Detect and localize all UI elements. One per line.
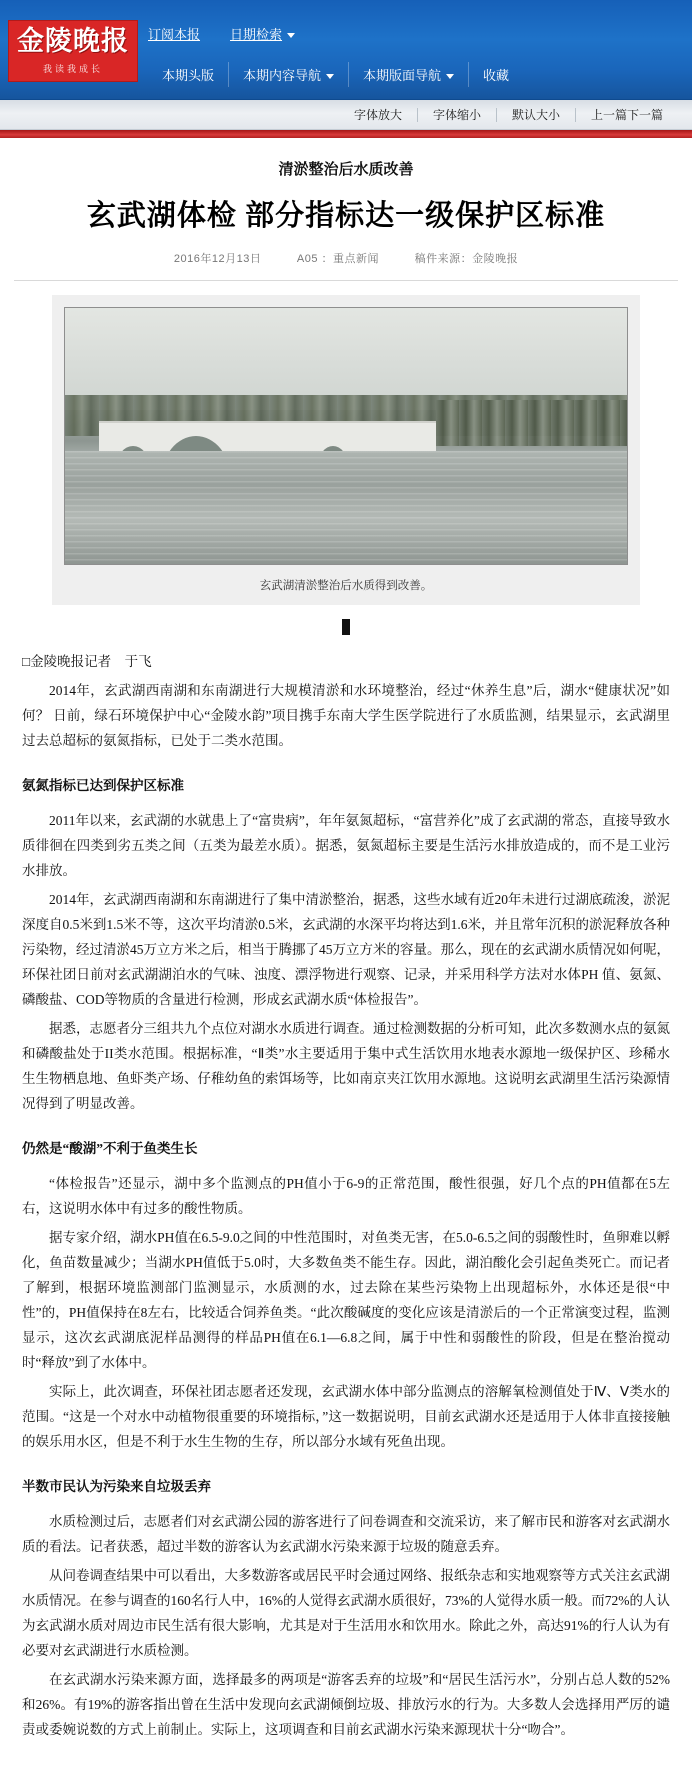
nav-date-search[interactable] bbox=[230, 24, 295, 43]
photo-water bbox=[65, 451, 627, 564]
nav-subscribe[interactable]: 订阅本报 bbox=[148, 27, 201, 42]
site-header bbox=[0, 0, 692, 100]
article-container bbox=[0, 158, 692, 1776]
article-paragraph: 2014年，玄武湖西南湖和东南湖进行大规模清淤和水环境整治，经过“休养生息”后，湖水“健康状况”如何？ 日前，绿石环境保护中心“金陵水韵”项目携手东南大学生医学院进行了水质监测，结果显示，玄武湖里过去总超标的氨氮指标，已处于二类水范围。 bbox=[22, 683, 670, 748]
chevron-down-icon bbox=[287, 33, 295, 38]
article-source: 稿件来源：金陵晚报 bbox=[414, 253, 519, 265]
article-byline: □金陵晚报记者 于飞 bbox=[22, 654, 152, 669]
article-paragraph: 在玄武湖水污染来源方面，选择最多的两项是“游客丢弃的垃圾”和“居民生活污水”，分别占总人数的52%和26%。有19%的游客指出曾在生活中发现向玄武湖倾倒垃圾、排放污水的行为。大多数人会选择用严厉的谴责或委婉说数的方式上前制止。实际上，这项调查和目前玄武湖水污染来源现状十分“吻合”。 bbox=[22, 1672, 670, 1737]
nav-front-page-label: 本期头版 bbox=[162, 68, 215, 83]
nav-favorites[interactable] bbox=[468, 62, 523, 87]
article-figure bbox=[52, 295, 640, 605]
red-divider bbox=[0, 130, 692, 138]
font-decrease-button[interactable]: 字体缩小 bbox=[417, 108, 496, 122]
header-divider bbox=[14, 280, 678, 281]
article-kicker: 清淤整治后水质改善 bbox=[278, 162, 414, 178]
site-logo[interactable] bbox=[8, 20, 138, 82]
article-paragraph: 据悉，志愿者分三组共九个点位对湖水水质进行调查。通过检测数据的分析可知，此次多数测水点的氨氮和磷酸盐处于II类水范围。根据标准，“Ⅱ类”水主要适用于集中式生活饮用水地表水源地一级保护区、珍稀水生生物栖息地、鱼虾类产场、仔稚幼鱼的索饵场等，比如南京夹江饮用水源地。这说明玄武湖里生活污染源情况得到了明显改善。 bbox=[22, 1021, 670, 1111]
chevron-down-icon bbox=[446, 74, 454, 79]
nav-page-index[interactable] bbox=[348, 62, 468, 87]
primary-nav bbox=[148, 24, 295, 43]
article-date: 2016年12月13日 bbox=[173, 253, 262, 265]
article-paragraph: “体检报告”还显示，湖中多个监测点的PH值小于6-9的正常范围，酸性很强，好几个点的PH值都在5左右，这说明水体中有过多的酸性物质。 bbox=[22, 1176, 670, 1216]
section-heading-2: 仍然是“酸湖”不利于鱼类生长 bbox=[22, 1141, 198, 1156]
nav-date-search-label: 日期检索 bbox=[230, 27, 283, 42]
logo-title: 金陵晚报 bbox=[17, 25, 129, 56]
nav-content-index[interactable] bbox=[228, 62, 348, 87]
figure-caption: 玄武湖清淤整治后水质得到改善。 bbox=[259, 580, 433, 592]
section-heading-1: 氨氮指标已达到保护区标准 bbox=[22, 778, 184, 793]
article-page: A05 ：重点新闻 bbox=[296, 253, 380, 265]
article-paragraph: 水质检测过后，志愿者们对玄武湖公园的游客进行了问卷调查和交流采访，来了解市民和游客对玄武湖水质的看法。记者获悉，超过半数的游客认为玄武湖水污染来源于垃圾的随意丢弃。 bbox=[22, 1514, 670, 1554]
article-paragraph: 实际上，此次调查，环保社团志愿者还发现，玄武湖水体中部分监测点的溶解氧检测值处于Ⅳ、Ⅴ类水的范围。“这是一个对水中动植物很重要的环境指标，”这一数据说明，目前玄武湖水还是适用于人体非直接接触的娱乐用水区，但是不利于水生生物的生存，所以部分水域有死鱼出现。 bbox=[22, 1384, 670, 1449]
chevron-down-icon bbox=[326, 74, 334, 79]
prev-next-article-button[interactable]: 上一篇下一篇 bbox=[575, 108, 678, 122]
article-paragraph: 2011年以来，玄武湖的水就患上了“富贵病”，年年氨氮超标，“富营养化”成了玄武湖的常态，直接导致水质徘徊在四类到劣五类之间（五类为最差水质）。据悉，氨氮超标主要是生活污水排放造成的，而不是工业污水排放。 bbox=[22, 813, 670, 878]
font-increase-button[interactable]: 字体放大 bbox=[353, 107, 402, 122]
article-paragraph: 据专家介绍，湖水PH值在6.5-9.0之间的中性范围时，对鱼类无害，在5.0-6.5之间的弱酸性时，鱼卵难以孵化，鱼苗数量减少；当湖水PH值低于5.0时，大多数鱼类不能生存。因此，湖泊酸化会引起鱼类死亡。而记者了解到，根据环境监测部门监测显示，水质测的水，过去除在某些污染物上出现超标外，水体还是很“中性”的，PH值保持在8左右，比较适合饲养鱼类。“此次酸碱度的变化应该是清淤后的一个正常演变过程，监测显示，这次玄武湖底泥样品测得的样品PH值在6.1—6.8之间，属于中性和弱酸性的阶段，但是在整治搅动时“释放”到了水体中。 bbox=[22, 1230, 670, 1370]
nav-front-page[interactable] bbox=[148, 62, 228, 87]
logo-tagline: 我读我成长 bbox=[42, 63, 103, 74]
nav-page-index-label: 本期版面导航 bbox=[363, 68, 442, 83]
page-title: 玄武湖体检 部分指标达一级保护区标准 bbox=[86, 200, 606, 232]
article-toolbar bbox=[0, 100, 692, 130]
text-cursor bbox=[342, 619, 350, 635]
secondary-nav bbox=[148, 62, 523, 87]
photo-bridge bbox=[99, 421, 436, 454]
photo-shoreline bbox=[436, 400, 627, 446]
font-default-button[interactable]: 默认大小 bbox=[496, 108, 575, 122]
nav-favorites-label: 收藏 bbox=[483, 68, 510, 83]
article-meta bbox=[14, 250, 678, 266]
nav-content-index-label: 本期内容导航 bbox=[243, 68, 322, 83]
article-body bbox=[14, 649, 678, 1776]
section-heading-3: 半数市民认为污染来自垃圾丢弃 bbox=[22, 1479, 211, 1494]
article-photo bbox=[64, 307, 628, 565]
article-paragraph: 2014年，玄武湖西南湖和东南湖进行了集中清淤整治，据悉，这些水域有近20年未进行过湖底疏浚，淤泥深度自0.5米到1.5米不等，这次平均清淤0.5米，玄武湖的水深平均将达到1.6米，并且常年沉积的淤泥释放各种污染物，经过清淤45万立方米之后，相当于腾挪了45万立方米的容量。那么，现在的玄武湖水质情况如何呢，环保社团日前对玄武湖湖泊水的气味、浊度、漂浮物进行观察、记录，并采用科学方法对水体PH 值、氨氮、磷酸盐、COD等物质的含量进行检测，形成玄武湖水质“体检报告”。 bbox=[22, 892, 670, 1007]
article-paragraph: 从问卷调查结果中可以看出，大多数游客或居民平时会通过网络、报纸杂志和实地观察等方式关注玄武湖水质情况。在参与调查的160名行人中，16%的人觉得玄武湖水质很好，73%的人觉得水质一般。而72%的人认为玄武湖水质对周边市民生活有很大影响，尤其是对于生活用水和饮用水。除此之外，高达91%的行人认为有必要对玄武湖进行水质检测。 bbox=[22, 1568, 670, 1658]
